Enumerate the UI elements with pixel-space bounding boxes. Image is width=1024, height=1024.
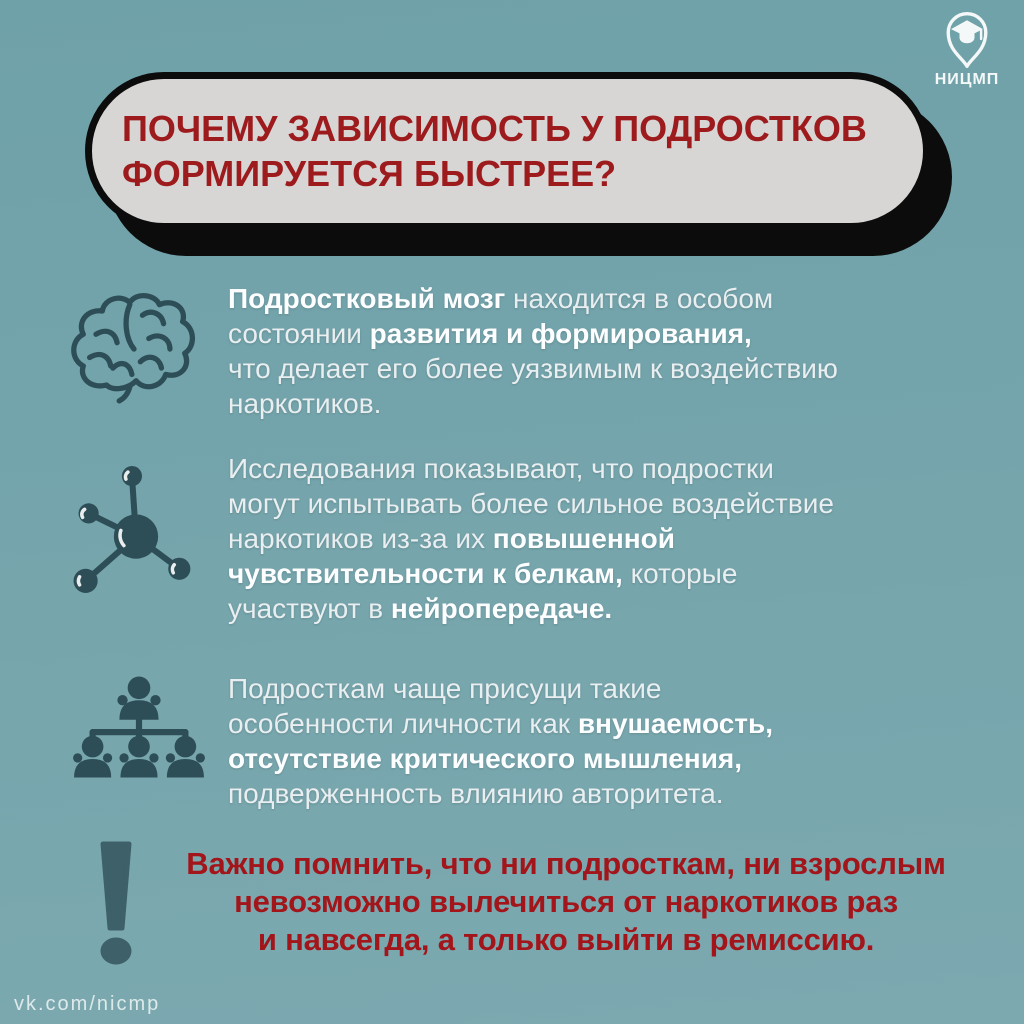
graduation-cap-pin-icon: [938, 8, 996, 70]
paragraph-personality: Подросткам чаще присущи такие особенности личности как внушаемость, отсутствие критического мышления, подверженность влиянию авторитета.: [228, 673, 773, 809]
exclamation-icon: [96, 840, 136, 968]
people-hierarchy-icon: [72, 674, 206, 780]
vk-link: vk.com/nicmp: [14, 993, 161, 1015]
paragraph-molecule: Исследования показывают, что подростки могут испытывать более сильное воздействие наркотиков из-за их повышенной чувствительности к белкам, которые участвуют в нейропередаче.: [228, 453, 834, 624]
paragraph-brain: Подростковый мозг находится в особом состоянии развития и формирования, что делает его более уязвимым к воздействию наркотиков.: [228, 283, 838, 419]
molecule-icon: [73, 463, 205, 599]
warning-text: Важно помнить, что ни подросткам, ни взрослым невозможно вылечиться от наркотиков раз и навсегда, а только выйти в ремиссию.: [186, 846, 946, 957]
logo-label: НИЦМП: [934, 71, 1000, 88]
headline-banner: [85, 72, 953, 258]
headline: ПОЧЕМУ ЗАВИСИМОСТЬ У ПОДРОСТКОВ ФОРМИРУЕТСЯ БЫСТРЕЕ?: [122, 108, 867, 194]
headline-pill: [85, 72, 930, 230]
brain-icon: [60, 292, 208, 404]
